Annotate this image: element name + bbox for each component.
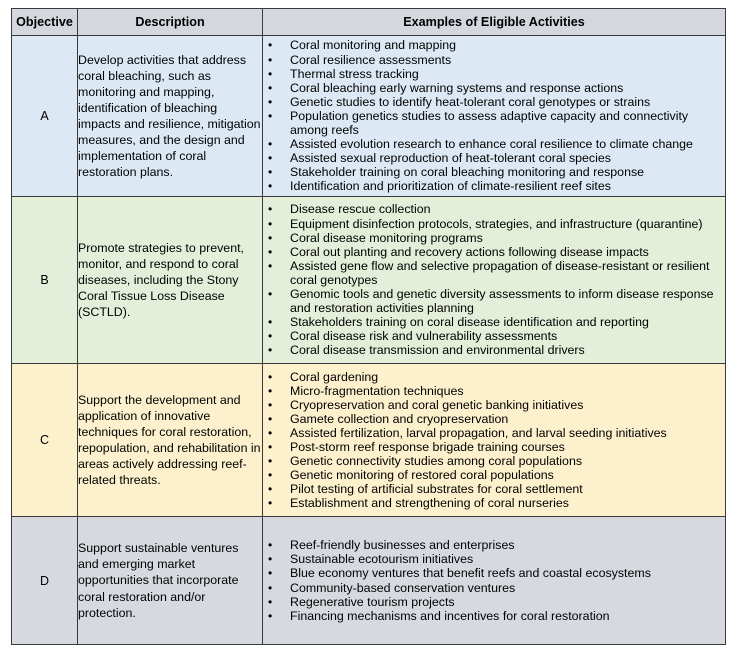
activity-item: • Genomic tools and genetic diversity assessments to inform disease response and restoration activities planning <box>263 287 725 315</box>
activity-item: • Assisted sexual reproduction of heat-tolerant coral species <box>263 151 725 165</box>
activity-item: • Cryopreservation and coral genetic banking initiatives <box>263 398 725 412</box>
activity-item: • Coral out planting and recovery actions following disease impacts <box>263 245 725 259</box>
activity-item: • Coral disease monitoring programs <box>263 231 725 245</box>
activity-item: • Stakeholders training on coral disease identification and reporting <box>263 315 725 329</box>
activity-item: • Post-storm reef response brigade training courses <box>263 440 725 454</box>
eligible-activities-table <box>11 8 726 645</box>
activity-item: • Gamete collection and cryopreservation <box>263 412 725 426</box>
activity-item: • Pilot testing of artificial substrates for coral settlement <box>263 482 725 496</box>
activity-item: • Coral disease transmission and environmental drivers <box>263 343 725 357</box>
activity-item: • Financing mechanisms and incentives for coral restoration <box>263 609 725 623</box>
description-cell: Develop activities that address coral bleaching, such as monitoring and mapping, identification of bleaching impacts and resilience, mitigation measures, and the design and implementation of coral restoration plans. <box>78 36 263 197</box>
table-row <box>12 364 726 517</box>
activity-item: • Population genetics studies to assess adaptive capacity and connectivity among reefs <box>263 109 725 137</box>
activity-item: • Genetic connectivity studies among coral populations <box>263 454 725 468</box>
activity-item: • Equipment disinfection protocols, strategies, and infrastructure (quarantine) <box>263 217 725 231</box>
objective-cell: A <box>12 36 78 197</box>
objective-cell: B <box>12 197 78 364</box>
activity-item: • Coral bleaching early warning systems and response actions <box>263 81 725 95</box>
description-cell: Promote strategies to prevent, monitor, and respond to coral diseases, including the Stony Coral Tissue Loss Disease (SCTLD). <box>78 197 263 364</box>
table-row <box>12 517 726 645</box>
activity-item: • Genetic monitoring of restored coral populations <box>263 468 725 482</box>
header-examples: Examples of Eligible Activities <box>263 9 726 36</box>
activity-item: • Disease rescue collection <box>263 202 725 216</box>
objective-cell: D <box>12 517 78 645</box>
description-cell: Support sustainable ventures and emerging market opportunities that incorporate coral restoration and/or protection. <box>78 517 263 645</box>
activity-item: • Community-based conservation ventures <box>263 581 725 595</box>
activities-list <box>263 538 725 623</box>
activities-cell <box>263 36 726 197</box>
objective-cell: C <box>12 364 78 517</box>
activity-item: • Reef-friendly businesses and enterprises <box>263 538 725 552</box>
activities-list <box>263 38 725 193</box>
activity-item: • Regenerative tourism projects <box>263 595 725 609</box>
activity-item: • Coral gardening <box>263 370 725 384</box>
activities-cell <box>263 517 726 645</box>
activity-item: • Thermal stress tracking <box>263 67 725 81</box>
activity-item: • Assisted fertilization, larval propagation, and larval seeding initiatives <box>263 426 725 440</box>
activity-item: • Identification and prioritization of climate-resilient reef sites <box>263 179 725 193</box>
activities-list <box>263 370 725 511</box>
activity-item: • Coral resilience assessments <box>263 53 725 67</box>
activities-list <box>263 202 725 357</box>
activity-item: • Blue economy ventures that benefit reefs and coastal ecosystems <box>263 566 725 580</box>
activity-item: • Assisted gene flow and selective propagation of disease-resistant or resilient coral genotypes <box>263 259 725 287</box>
header-objective: Objective <box>12 9 78 36</box>
activity-item: • Assisted evolution research to enhance coral resilience to climate change <box>263 137 725 151</box>
table-row <box>12 197 726 364</box>
description-cell: Support the development and application of innovative techniques for coral restoration, repopulation, and rehabilitation in areas actively addressing reef-related threats. <box>78 364 263 517</box>
activities-cell <box>263 197 726 364</box>
activity-item: • Sustainable ecotourism initiatives <box>263 552 725 566</box>
activity-item: • Genetic studies to identify heat-tolerant coral genotypes or strains <box>263 95 725 109</box>
activity-item: • Coral disease risk and vulnerability assessments <box>263 329 725 343</box>
header-row <box>12 9 726 36</box>
activity-item: • Establishment and strengthening of coral nurseries <box>263 496 725 510</box>
header-description: Description <box>78 9 263 36</box>
activity-item: • Stakeholder training on coral bleaching monitoring and response <box>263 165 725 179</box>
table-row <box>12 36 726 197</box>
activities-cell <box>263 364 726 517</box>
activity-item: • Micro-fragmentation techniques <box>263 384 725 398</box>
activity-item: • Coral monitoring and mapping <box>263 38 725 52</box>
